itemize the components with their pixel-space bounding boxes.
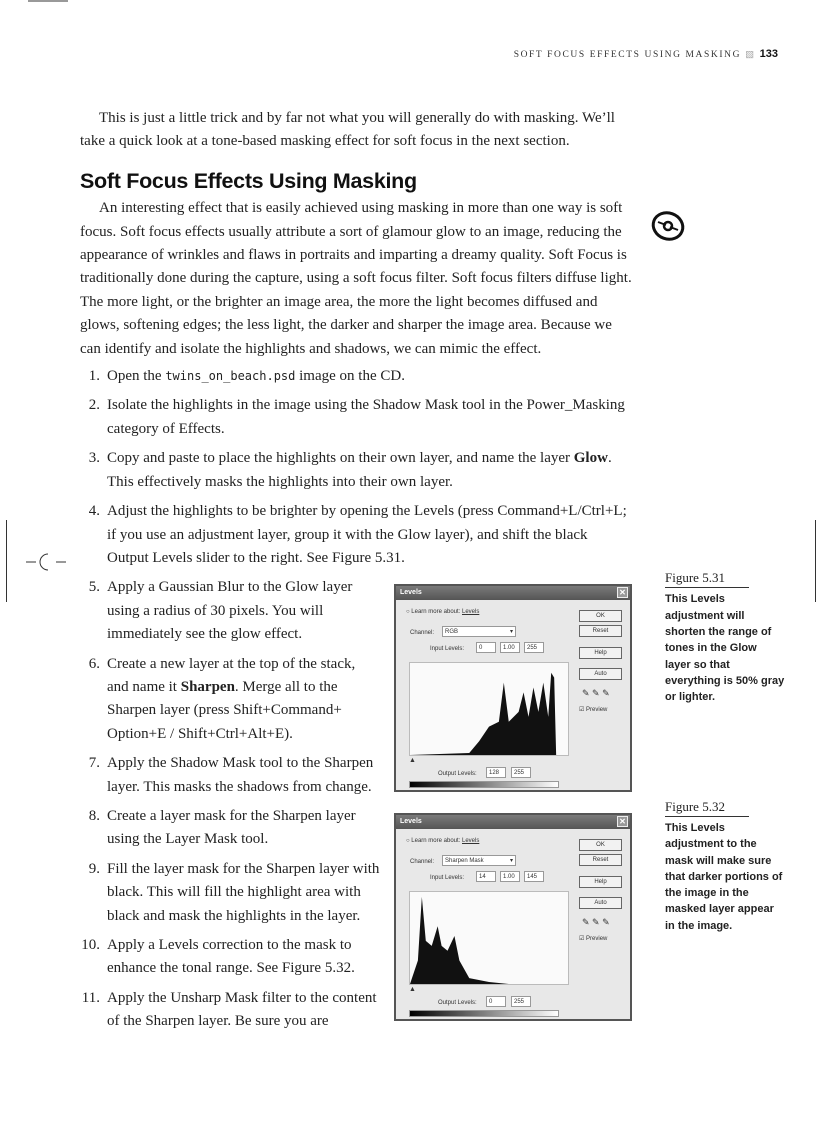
page-number: 133: [759, 48, 778, 60]
figure-caption: [665, 799, 785, 934]
step-number: 11.: [81, 989, 100, 1006]
step-text: Fill the layer mask for the Sharpen layer with black. This will fill the highlight area with black and mask the highlights in the layer.: [107, 860, 380, 924]
output-level-field[interactable]: 128: [486, 767, 506, 778]
reset-button[interactable]: Reset: [579, 854, 622, 866]
running-title: SOFT FOCUS EFFECTS USING MASKING: [513, 50, 742, 60]
input-level-field[interactable]: 14: [476, 871, 496, 882]
help-button[interactable]: Help: [579, 647, 622, 659]
input-slider[interactable]: ▲: [409, 985, 416, 993]
output-level-field[interactable]: 0: [486, 996, 506, 1007]
help-button[interactable]: Help: [579, 876, 622, 888]
step-number: 9.: [88, 860, 100, 877]
step-number: 3.: [88, 450, 100, 467]
registration-mark-icon: [24, 552, 68, 572]
input-level-field[interactable]: 145: [524, 871, 544, 882]
ok-button[interactable]: OK: [579, 839, 622, 851]
top-rule: [28, 0, 68, 2]
input-level-field[interactable]: 1.00: [500, 642, 520, 653]
step-text: Apply the Shadow Mask tool to the Sharpen layer. This masks the shadows from change.: [107, 755, 374, 795]
step-item: [80, 447, 632, 494]
step-number: 5.: [88, 579, 100, 596]
step-number: 4.: [88, 503, 100, 520]
preview-label: Preview: [586, 707, 608, 714]
step-item: [80, 987, 632, 1034]
filename: twins_on_beach.psd: [165, 369, 296, 384]
input-level-field[interactable]: 255: [524, 642, 544, 653]
step-number: 6.: [88, 655, 100, 672]
figure-caption: [665, 570, 785, 705]
eyedropper-icons[interactable]: ✎ ✎ ✎: [582, 688, 610, 699]
lightbulb-icon: ○: [406, 609, 412, 616]
section-heading: Soft Focus Effects Using Masking: [80, 168, 417, 193]
running-header: [514, 48, 778, 60]
step-text: image on the CD.: [295, 368, 405, 385]
crop-line: [6, 520, 7, 602]
output-level-field[interactable]: 255: [511, 996, 531, 1007]
step-item: [80, 500, 632, 570]
input-slider[interactable]: ▲: [409, 757, 416, 765]
step-text: Copy and paste to place the highlights on their own layer, and name the layer: [107, 450, 574, 467]
step-text: Apply the Unsharp Mask filter to the content of the Sharpen layer. Be sure you are: [107, 989, 377, 1030]
checkbox-icon: ☑: [579, 707, 587, 714]
input-level-field[interactable]: 0: [476, 642, 496, 653]
caption-text: This Levels adjustment to the mask will make sure that darker portions of the image in the masked layer appear in the image.: [665, 821, 783, 932]
lightbulb-icon: ○: [406, 837, 412, 844]
channel-value: Sharpen Mask: [445, 857, 484, 864]
intro-paragraph: This is just a little trick and by far not what you will generally do with masking. We’ll take a quick look at a tone-based masking effect for soft focus in the next section.: [80, 110, 615, 150]
cd-icon: [650, 208, 686, 244]
step-text: . Merge all to the Sharpen layer (press Shift+Command+ Option+E / Shift+Ctrl+Alt+E).: [107, 678, 342, 742]
caption-text: This Levels adjustment will shorten the range of tones in the Glow layer so that everything is 50% gray or lighter.: [665, 593, 785, 704]
dialog-title: Levels: [400, 817, 422, 825]
step-item: [80, 805, 632, 852]
step-item: [80, 394, 632, 441]
step-number: 7.: [88, 755, 100, 772]
channel-label: Channel:: [410, 858, 435, 865]
output-level-field[interactable]: 255: [511, 767, 531, 778]
auto-button[interactable]: Auto: [579, 668, 622, 680]
step-item: [80, 752, 632, 799]
step-text: . This effectively masks the highlights into their own layer.: [107, 450, 612, 490]
eyedropper-icons[interactable]: ✎ ✎ ✎: [582, 916, 610, 927]
levels-help-link[interactable]: Levels: [462, 609, 480, 616]
close-icon[interactable]: ✕: [617, 587, 628, 598]
channel-label: Channel:: [410, 630, 435, 637]
checkbox-icon: ☑: [579, 935, 587, 942]
ok-button[interactable]: OK: [579, 610, 622, 622]
output-levels-label: Output Levels:: [438, 771, 477, 778]
reset-button[interactable]: Reset: [579, 625, 622, 637]
step-text: Isolate the highlights in the image using the Shadow Mask tool in the Power_Masking category of Effects.: [107, 397, 625, 437]
chevron-down-icon: ▾: [509, 857, 513, 864]
levels-help-link[interactable]: Levels: [462, 837, 480, 844]
input-levels-label: Input Levels:: [430, 874, 465, 881]
step-number: 1.: [88, 368, 100, 385]
input-levels-label: Input Levels:: [430, 646, 465, 653]
learn-label: Learn more about:: [411, 837, 462, 844]
body-text: [80, 107, 785, 1040]
step-item: [80, 576, 632, 646]
section-paragraph: An interesting effect that is easily achieved using masking in more than one way is soft focus. Soft focus effects usually attribute a sort of glamour glow to an image, reducing the appearance of wrinkles and flaws in portraits and imparting a dreamy quality. Soft Focus is traditionally done during the capture, using a soft focus filter. Soft focus filters diffuse light. The more light, or the brighter an image area, the more the light becomes diffused and glows, softening edges; the less light, the darker and sharper the image area. Because we can identify and isolate the highlights and shadows, we can mimic the effect.: [80, 200, 632, 357]
close-icon[interactable]: ✕: [617, 816, 628, 827]
step-number: 8.: [88, 807, 100, 824]
step-number: 10.: [81, 937, 100, 953]
step-item: [80, 858, 632, 928]
step-text: Adjust the highlights to be brighter by opening the Levels (press Command+L/Ctrl+L; if you use an adjustment layer, group it with the Glow layer), and shift the black Output Levels slider to the right. See Figure 5.31.: [107, 503, 627, 566]
step-number: 2.: [88, 397, 100, 414]
step-item: [80, 653, 632, 747]
step-text: Create a new layer at the top of the stack, and name it: [107, 655, 356, 695]
step-item: [80, 365, 632, 388]
input-level-field[interactable]: 1.00: [500, 871, 520, 882]
step-text: Apply a Levels correction to the mask to enhance the tonal range. See Figure 5.32.: [107, 937, 355, 977]
layer-name: Glow: [573, 450, 608, 467]
figure-number: Figure 5.32: [665, 799, 749, 817]
separator-icon: ▧: [745, 50, 756, 60]
channel-value: RGB: [445, 629, 459, 636]
preview-label: Preview: [586, 935, 608, 942]
learn-label: Learn more about:: [411, 609, 462, 616]
layer-name: Sharpen: [180, 678, 235, 695]
figure-number: Figure 5.31: [665, 570, 749, 588]
step-text: Create a layer mask for the Sharpen layer using the Layer Mask tool.: [107, 807, 356, 848]
dialog-title: Levels: [400, 589, 422, 597]
chevron-down-icon: ▾: [509, 629, 513, 636]
step-text: Open the: [107, 368, 166, 385]
step-item: [80, 934, 632, 981]
auto-button[interactable]: Auto: [579, 897, 622, 909]
output-levels-label: Output Levels:: [438, 999, 477, 1006]
steps-list: [80, 365, 785, 1034]
step-text: Apply a Gaussian Blur to the Glow layer using a radius of 30 pixels. You will immediately see the glow effect.: [107, 579, 353, 643]
